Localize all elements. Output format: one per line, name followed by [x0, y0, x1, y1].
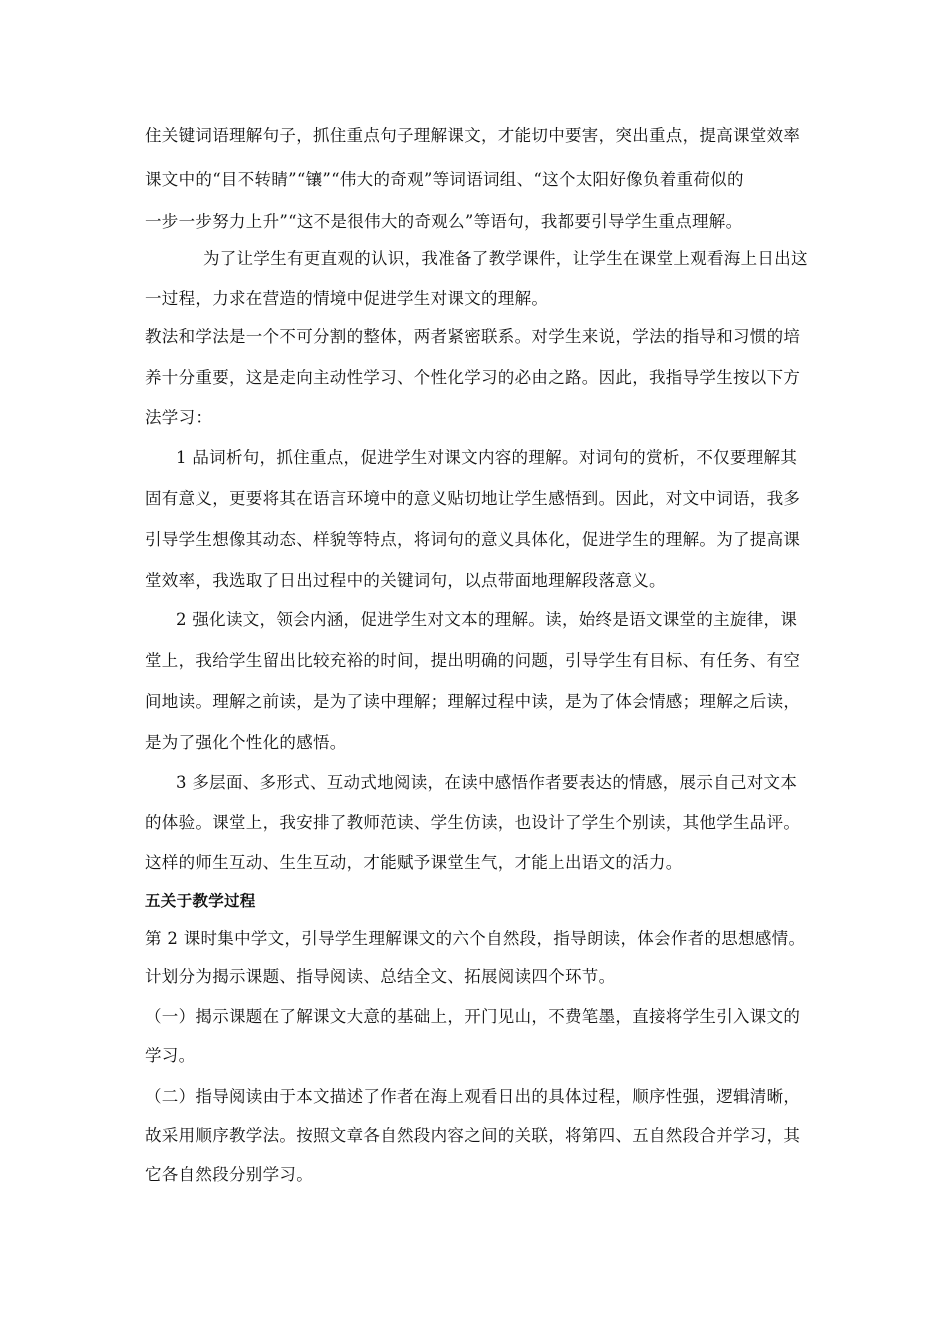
text-line: 课文中的“目不转睛”“镶”“伟大的奇观”等词语词组、“这个太阳好像负着重荷似的 — [145, 170, 744, 189]
text-line: 住关键词语理解句子，抓住重点句子理解课文，才能切中要害，突出重点，提高课堂效率 — [145, 126, 801, 145]
text-line: （一）揭示课题在了解课文大意的基础上，开门见山，不费笔墨，直接将学生引入课文的 — [145, 1007, 801, 1026]
text-line: 堂上，我给学生留出比较充裕的时间，提出明确的问题，引导学生有目标、有任务、有空 — [145, 651, 801, 670]
text-line: 间地读。理解之前读，是为了读中理解；理解过程中读，是为了体会情感；理解之后读， — [145, 692, 801, 711]
text-line: 计划分为揭示课题、指导阅读、总结全文、拓展阅读四个环节。 — [145, 967, 616, 986]
text-line: 的体验。课堂上，我安排了教师范读、学生仿读，也设计了学生个别读，其他学生品评。 — [145, 813, 801, 832]
text-line: 这样的师生互动、生生互动，才能赋予课堂生气，才能上出语文的活力。 — [145, 853, 683, 872]
text-line: 3 多层面、多形式、互动式地阅读，在读中感悟作者要表达的情感，展示自己对文本 — [176, 773, 798, 792]
text-line: （二）指导阅读由于本文描述了作者在海上观看日出的具体过程，顺序性强，逻辑清晰， — [145, 1087, 801, 1106]
text-line: 是为了强化个性化的感悟。 — [145, 733, 347, 752]
text-line: 固有意义，更要将其在语言环境中的意义贴切地让学生感悟到。因此，对文中词语，我多 — [145, 489, 801, 508]
text-line: 引导学生想像其动态、样貌等特点，将词句的意义具体化，促进学生的理解。为了提高课 — [145, 530, 801, 549]
text-line: 法学习： — [145, 408, 213, 427]
text-line: 学习。 — [145, 1046, 196, 1065]
section-heading: 五关于教学过程 — [145, 892, 256, 910]
text-line: 为了让学生有更直观的认识，我准备了教学课件，让学生在课堂上观看海上日出这 — [203, 249, 808, 268]
text-line: 一过程，力求在营造的情境中促进学生对课文的理解。 — [145, 289, 549, 308]
text-line: 一步一步努力上升”“这不是很伟大的奇观么”等语句，我都要引导学生重点理解。 — [145, 212, 743, 231]
text-line: 2 强化读文，领会内涵，促进学生对文本的理解。读，始终是语文课堂的主旋律，课 — [176, 610, 798, 629]
text-line: 养十分重要，这是走向主动性学习、个性化学习的必由之路。因此，我指导学生按以下方 — [145, 368, 801, 387]
text-line: 它各自然段分别学习。 — [145, 1165, 313, 1184]
text-line: 1 品词析句，抓住重点，促进学生对课文内容的理解。对词句的赏析，不仅要理解其 — [176, 448, 798, 467]
text-line: 第 2 课时集中学文，引导学生理解课文的六个自然段，指导朗读，体会作者的思想感情。 — [145, 929, 806, 948]
text-line: 故采用顺序教学法。按照文章各自然段内容之间的关联，将第四、五自然段合并学习，其 — [145, 1126, 801, 1145]
text-line: 教法和学法是一个不可分割的整体，两者紧密联系。对学生来说，学法的指导和习惯的培 — [145, 327, 801, 346]
text-line: 堂效率，我选取了日出过程中的关键词句，以点带面地理解段落意义。 — [145, 571, 666, 590]
